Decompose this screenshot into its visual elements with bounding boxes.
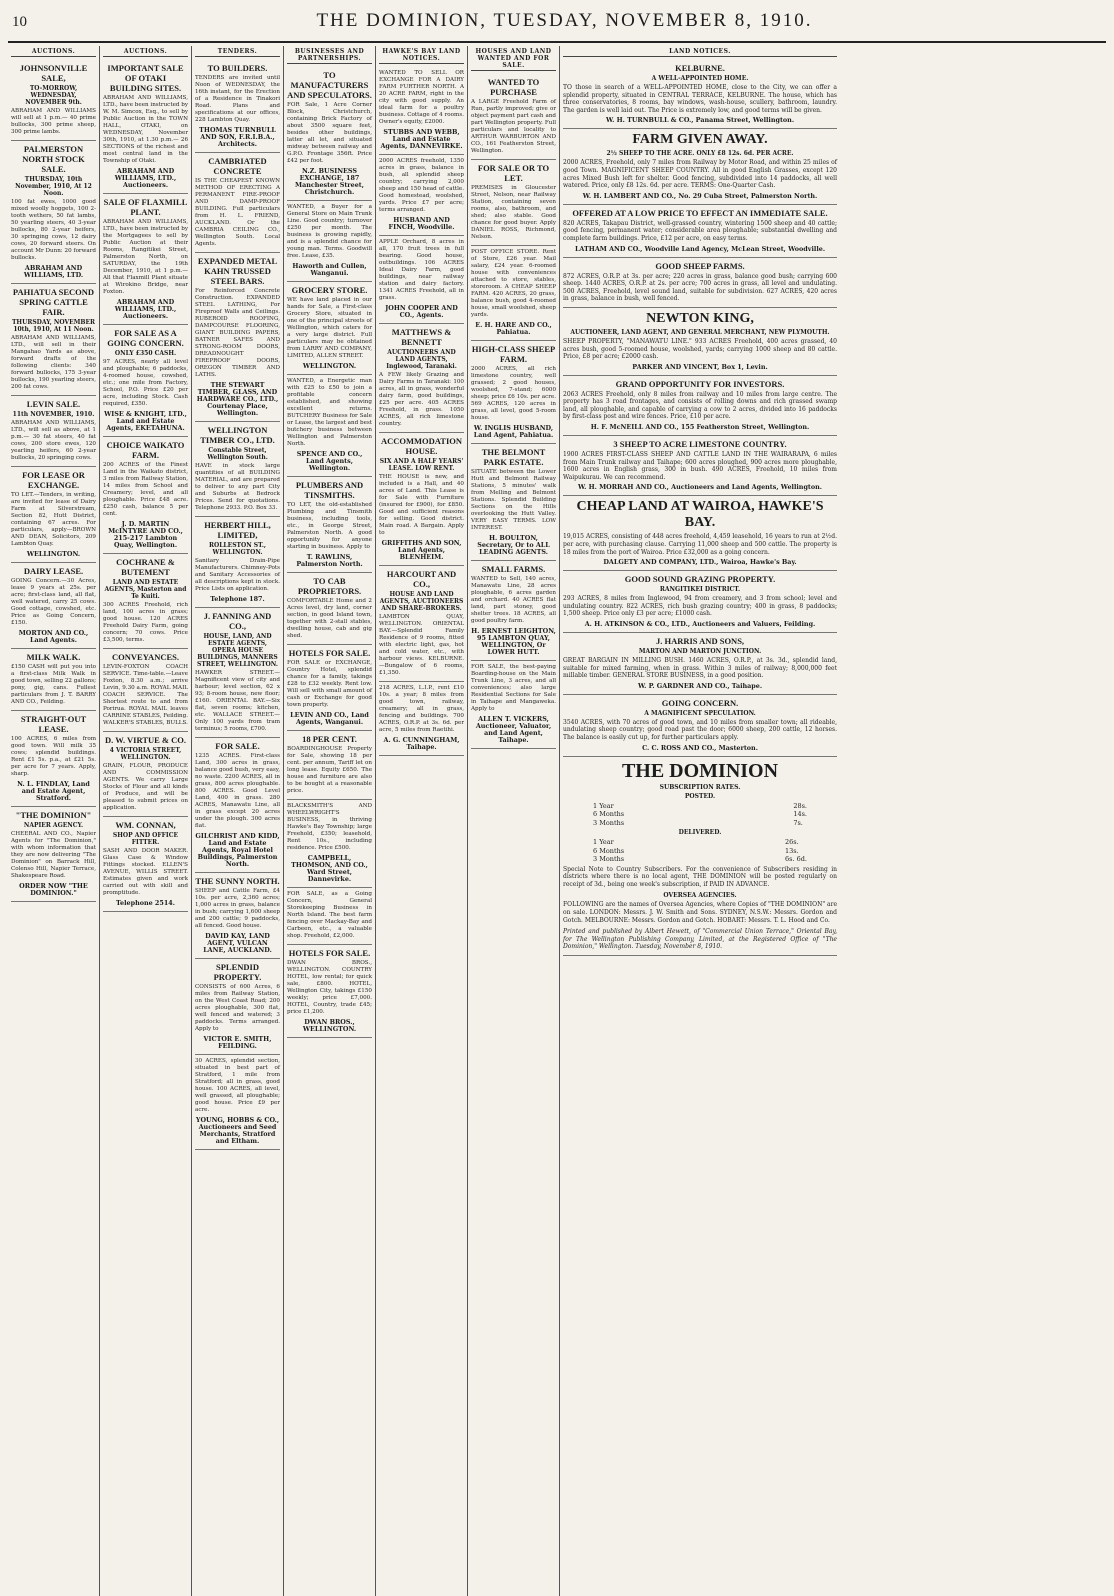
advertisement xyxy=(379,566,464,682)
ad-title: FOR SALE OR TO LET. xyxy=(477,163,550,183)
ad-agent: DALGETY AND COMPANY, LTD., Wairoa, Hawke's Bay. xyxy=(603,558,797,567)
ad-title: J. FANNING AND CO., xyxy=(203,611,272,631)
ad-subtitle: NAPIER AGENCY. xyxy=(23,822,84,829)
ad-title: GOING CONCERN. xyxy=(661,697,739,708)
advertisement xyxy=(11,396,96,467)
ad-agent: ABRAHAM AND WILLIAMS, LTD., Auctioneers. xyxy=(114,298,177,320)
ad-body: GRAIN, FLOUR, PRODUCE AND COMMISSION AGENTS. We carry Large Stocks of Flour and all kinds of Produce, and will be pleased to submit prices on application. xyxy=(103,763,188,811)
ad-body: GOING Concern.—30 Acres, lease 9 years at 25s. per acre; first-class land, all flat, well watered, carry 25 cows. Good cottage, cowshed, etc. Price as Going Concern, £150. xyxy=(11,578,96,626)
advertisement xyxy=(563,496,837,571)
ad-body: POST OFFICE STORE. Rent of Store, £26 year. Mail salary, £24 year. 6-roomed house with conveniences attached to store, stables, storeroom. A CHEAP SHEEP FARM. 420 ACRES, 20 grass, balance bush, good 4-roomed house, small woolshed, sheep yards. xyxy=(471,249,556,318)
ad-body: WANTED, a Buyer for a General Store on Main Trunk Line. Good country; turnover £250 per month. The business is growing rapidly, and is a splendid chance for young man. Terms. Goodwill free. Lease, £35. xyxy=(287,204,372,259)
ad-body: DWAN BROS., WELLINGTON. COUNTRY HOTEL, low rental; for quick sale, £800. HOTEL, Wellington City, takings £150 weekly; price £7,000. HOTEL, Country, trade £45; price £1,200. xyxy=(287,960,372,1015)
rate-period: 6 Months xyxy=(593,846,625,855)
advertisement xyxy=(287,888,372,945)
ad-subtitle: Constable Street, Wellington South. xyxy=(207,447,268,461)
ad-agent: W. H. MORRAH AND CO., Auctioneers and Land Agents, Wellington. xyxy=(577,483,823,492)
ad-body: BOARDINGHOUSE Property for Sale, showing 18 per cent. per annum, Tariff let on long lease. Equity £650. The house and furniture are also to be bought at a reasonable price. xyxy=(287,746,372,794)
ad-agent: Telephone 2514. xyxy=(116,899,175,907)
ad-body: 100 ACRES, 6 miles from good town. Will milk 35 cows; splendid buildings. Rent £1 5s. p.a., at £21 5s. per acre for 7 years. Apply, sharp. xyxy=(11,736,96,777)
advertisement xyxy=(11,711,96,807)
ad-title: WANTED TO PURCHASE xyxy=(487,77,540,97)
advertisement xyxy=(11,60,96,141)
ad-body: For Reinforced Concrete Construction. EXPANDED STEEL LATHING, For Fireproof Walls and Ceilings. RUBEROID ROOFING, DAMPCOURSE FLOORING, GIANT BUILDING PAPERS, BATNER SAFES AND STRONG-ROOM DOORS, DREADNOUGHT FIREPROOF DOORS, OREGON TIMBER AND LATHS. xyxy=(195,288,280,378)
column-1 xyxy=(8,46,100,1596)
ad-agent: WELLINGTON. xyxy=(302,362,357,370)
ad-title: OFFERED AT A LOW PRICE TO EFFECT AN IMMEDIATE SALE. xyxy=(572,207,828,218)
ad-body: 300 ACRES Freehold, rich land, 100 acres in grass; good house. 120 ACRES Freehold Dairy Farm, going concern; 70 cows. Price £3,500, terms. xyxy=(103,602,188,643)
ad-body: WANTED, a Energetic man with £25 to £50 to join a profitable concern established, and showing excellent returns. BUTCHERY Business for Sale or Lease, the largest and best butchery business between Wellington and Palmerston North. xyxy=(287,378,372,447)
ad-agent: N.Z. BUSINESS EXCHANGE, 187 Manchester Street, Christchurch. xyxy=(295,167,364,196)
rate-period: 3 Months xyxy=(593,855,625,864)
ad-subtitle: AUCTIONEER, LAND AGENT, AND GENERAL MERCHANT, NEW PLYMOUTH. xyxy=(570,328,830,336)
column-2 xyxy=(100,46,192,1596)
advertisement xyxy=(563,308,837,376)
ad-agent: W. P. GARDNER AND CO., Taihape. xyxy=(637,681,763,690)
ad-title: PALMERSTON NORTH STOCK SALE. xyxy=(22,144,85,174)
ad-body: APPLE Orchard, 8 acres in all, 170 fruit trees in full bearing. Good house, outbuildings. 106 ACRES Ideal Dairy Farm, good buildings, near railway station and dairy factory. 1341 ACRES Freehold, all in grass. xyxy=(379,239,464,301)
ad-body: WANTED TO SELL OR EXCHANGE FOR A DAIRY FARM FURTHER NORTH. A 20 ACRE FARM, right in the city with good supply. An ideal farm for a poultry business. Cottage of 4 rooms. Owner's equity, £2000. xyxy=(379,70,464,125)
rate-period: 6 Months xyxy=(593,810,625,819)
ad-body: Sanitary Drain-Pipe Manufacturers. Chimney-Pots and Sanitary Accessories of all descriptions kept in stock. Price Lists on application. xyxy=(195,558,280,592)
ad-body: ABRAHAM AND WILLIAMS, LTD., have been instructed by W. M. Simcox, Esq., to sell by Public Auction in the TOWN HALL, OTAKI, on WEDNESDAY, November 30th, 1910, at 1.30 p.m.— 26 SECTIONS of the richest and most central land in the Township of Otaki. xyxy=(103,95,188,164)
ad-agent: Haworth and Cullen, Wanganui. xyxy=(292,262,367,277)
advertisement xyxy=(379,67,464,155)
advertisement xyxy=(195,422,280,517)
ad-title: D. W. VIRTUE & CO. xyxy=(104,735,187,745)
ad-agent: W. INGLIS HUSBAND, Land Agent, Pahiatua. xyxy=(473,424,554,439)
ad-body: 100 fat ewes, 1000 good mixed woolly hoggets, 100 2-tooth wethers, 50 fat lambs, 50 yearling steers, 40 3-year bullocks, 80 2-year heifers, 30 springing cows, 12 dairy cows, 20 forward steers. On account Mr Dunn: 20 forward bullocks. xyxy=(11,199,96,261)
ad-title: JOHNSONVILLE SALE, xyxy=(19,63,88,83)
ad-agent: LEVIN AND CO., Land Agents, Wanganui. xyxy=(290,711,369,726)
ad-agent: H. BOULTON, Secretary, Or to ALL LEADING AGENTS. xyxy=(477,534,550,556)
ad-body: SITUATE between the Lower Hutt and Belmont Railway Stations, 5 minutes' walk from Melling and Belmont Stations. Splendid Building Sections on the Hills overlooking the Hutt Valley. VERY EASY TERMS. LOW INTEREST. xyxy=(471,469,556,531)
subscription-box xyxy=(563,757,837,956)
ad-subtitle: 4 VICTORIA STREET, WELLINGTON. xyxy=(109,747,182,761)
advertisement xyxy=(195,1055,280,1150)
ad-agent: H. F. McNEILL AND CO., 155 Featherston Street, Wellington. xyxy=(590,423,810,432)
page-title: THE DOMINION, TUESDAY, NOVEMBER 8, 1910. xyxy=(316,10,813,31)
ad-agent: THE STEWART TIMBER, GLASS, AND HARDWARE CO., LTD., Courtenay Place, Wellington. xyxy=(196,381,279,417)
ad-body: 293 ACRES, 8 miles from Inglewood, 94 from creamery, and 3 from school; level and undulating country. 822 ACRES, rich bush grazing country; 400 in grass, 8 paddocks; 1,500 sheep. Price only £3 per acre; £1000 cash. xyxy=(563,595,837,618)
ad-body: LEVIN-FOXTON COACH SERVICE. Time-table.—Leave Foxton, 8.30 a.m.; arrive Levin, 9.30 a.m. ROYAL MAIL COACH SERVICE. The Shortest route to and from Porirua. ROYAL MAIL leaves CARRINE STABLES, Feilding. WALKER'S STABLES, BULLS. xyxy=(103,664,188,726)
ad-body: ABRAHAM AND WILLIAMS will sell at 1 p.m.— 40 prime bullocks, 300 prime sheep, 300 prime lambs. xyxy=(11,108,96,135)
ad-title: HARCOURT AND CO., xyxy=(386,569,457,589)
ad-body: HAWKER STREET.—Magnificent view of city and harbour; level section, 62 x 93; 8-room house, new floor; £160. ORIENTAL BAY.—Six flat, seven rooms; kitchen, etc. WALLACE STREET.—Only 100 yards from tram terminus; 5 rooms, £700. xyxy=(195,670,280,732)
ad-title: LEVIN SALE. xyxy=(26,399,81,409)
ad-agent: CAMPBELL, THOMSON, AND CO., Ward Street, Dannevirke. xyxy=(291,854,368,883)
column-heading: HOUSES AND LAND WANTED AND FOR SALE. xyxy=(471,48,556,71)
ad-body: TO LET, the old-established Plumbing and Tinsmith business, including tools, etc., in George Street, Palmerston North. A good opportunity for anyone starting in business. Apply to xyxy=(287,502,372,550)
ad-title: WM. CONNAN, xyxy=(115,820,176,830)
posted-label: POSTED. xyxy=(684,792,716,800)
ad-agent: HUSBAND AND FINCH, Woodville. xyxy=(388,216,455,231)
advertisement xyxy=(103,194,188,325)
ad-title: THE SUNNY NORTH. xyxy=(195,876,280,886)
ad-title: KELBURNE. xyxy=(675,63,725,73)
ad-title: J. HARRIS AND SONS, xyxy=(655,636,745,646)
ad-subtitle: TO-MORROW, WEDNESDAY, NOVEMBER 9th. xyxy=(25,85,82,106)
ad-body: 2000 ACRES, all rich limestone country, well grassed; 2 good houses, woolshed, 7-stand; 6000 sheep; price £6 10s. per acre. 569 ACRES, 120 acres in grass, all level, good 5-room house. xyxy=(471,366,556,421)
ad-body: TENDERS are invited until Noon of WEDNESDAY, the 16th instant, for the Erection of a Residence in Tinakori Road. Plans and specifications at our offices, 228 Lambton Quay. xyxy=(195,75,280,123)
rate-price: 26s. xyxy=(785,838,799,847)
advertisement xyxy=(11,284,96,396)
advertisement xyxy=(563,436,837,496)
ad-body: TO LET.—Tenders, in writing, are invited for lease of Dairy Farm at Silverstream, Section 82, Hutt District, containing 67 acres. For particulars, apply—BROWN AND DEAN, Solicitors, 209 Lambton Quay. xyxy=(11,492,96,547)
ad-body: FOR SALE, as a Going Concern, General Storekeeping Business in North Island. The best farm fencing over Mackay-Bay and Carbeen, etc., a valuable shop. Freehold, £2,000. xyxy=(287,891,372,939)
advertisement xyxy=(11,563,96,649)
ad-title: SPLENDID PROPERTY. xyxy=(213,962,262,982)
ad-title: GOOD SHEEP FARMS. xyxy=(655,260,745,271)
ad-body: 3540 ACRES, with 70 acres of good town, and 10 miles from smaller town; all rideable, undulating sheep country; good road past the door; 6000 sheep, 200 cattle, 12 horses. The balance is easily cut up, for further particulars apply. xyxy=(563,718,837,741)
ad-title: STRAIGHT-OUT LEASE. xyxy=(20,714,87,734)
advertisement xyxy=(471,444,556,561)
advertisement xyxy=(11,467,96,563)
ad-subtitle: 11th NOVEMBER, 1910. xyxy=(12,411,95,418)
ad-body: THE HOUSE is new, and included is a Hall, and 40 acres of Land. This Lease is for Sale with Furniture (insured for £900), for £850. Good and sufficient reasons for selling. Good district. Main road. A Bargain. Apply to xyxy=(379,474,464,536)
ad-title: HOTELS FOR SALE. xyxy=(288,648,371,658)
advertisement xyxy=(287,573,372,645)
ad-subtitle: SHOP AND OFFICE FITTER. xyxy=(112,832,179,846)
ad-body: FOR SALE or EXCHANGE, Country Hotel, splendid chance for a family, takings £28 to £32 weekly. Rent low. Will sell with small amount of cash or Exchange for good town property. xyxy=(287,660,372,708)
ad-body: TO those in search of a WELL-APPOINTED HOME, close to the City, we can offer a splendid property, situated in CENTRAL TERRACE, KELBURNE. The house, which has three conservatories, 8 rooms, bay windows, wash-house, scullery, bathroom, laundry. The garden is well laid out. The Price is extremely low, and good terms will be given. xyxy=(563,84,837,114)
ad-agent: T. RAWLINS, Palmerston North. xyxy=(296,553,363,568)
subscription-title: THE DOMINION xyxy=(621,759,779,782)
rate-period: 1 Year xyxy=(593,801,614,810)
advertisement xyxy=(563,633,837,695)
ad-body: HAVE in stock large quantities of all BUILDING MATERIAL, and are prepared to deliver to any part City and Suburbs at Bedrock Prices. Send for quotations. Telephone 2933. P.O. Box 33. xyxy=(195,463,280,511)
ad-body: ABRAHAM AND WILLIAMS, LTD., will sell as above, at 1 p.m.— 30 fat steers, 40 fat cows, 200 store ewes, 120 yearling heifers, 60 2-year bullocks, 20 springing cows. xyxy=(11,420,96,461)
advertisement xyxy=(287,477,372,573)
ad-title: EXPANDED METAL KAHN TRUSSED STEEL BARS. xyxy=(197,256,278,286)
ad-title: SMALL FARMS. xyxy=(481,564,546,574)
ad-agent: WELLINGTON. xyxy=(26,550,81,558)
ad-body: A FEW likely Grazing and Dairy Farms in Taranaki: 100 acres, all in grass, wonderful dairy farm, good buildings, £25 per acre. 405 ACRES Freehold, in grass. 1050 ACRES, all rich limestone country. xyxy=(379,372,464,427)
ad-title: GRAND OPPORTUNITY FOR INVESTORS. xyxy=(615,378,785,389)
advertisement xyxy=(471,160,556,246)
ad-body: A LARGE Freehold Farm of Run, partly improved; give or object payment part cash and part Wellington property. Full particulars and locality to ARTHUR WARBURTON AND CO., 161 Featherston Street, Wellington. xyxy=(471,99,556,154)
advertisement xyxy=(379,324,464,433)
ad-agent: C. C. ROSS AND CO., Masterton. xyxy=(642,743,758,752)
ad-agent: W. H. TURNBULL & CO., Panama Street, Wellington. xyxy=(605,116,795,125)
ad-title: HOTELS FOR SALE. xyxy=(288,948,371,958)
ad-body: WANTED to Sell, 140 acres, Manawatu Line, 28 acres ploughable, 6 acres garden and orchard. 40 ACRES flat land, part stoney, good shelter trees. 18 ACRES, all good poultry farm. xyxy=(471,576,556,624)
ad-title: FOR LEASE OR EXCHANGE. xyxy=(22,470,85,490)
advertisement xyxy=(379,155,464,236)
advertisement xyxy=(103,649,188,732)
ad-agent: DAVID KAY, LAND AGENT, VULCAN LANE, AUCKLAND. xyxy=(203,932,272,954)
ad-subtitle: HOUSE, LAND, AND ESTATE AGENTS, OPERA HOUSE BUILDINGS, MANNERS STREET, WELLINGTON. xyxy=(197,633,278,668)
ad-agent: GRIFFITHS AND SON, Land Agents, BLENHEIM. xyxy=(381,539,462,561)
advertisement xyxy=(287,645,372,731)
ad-title: TO MANUFACTURERS AND SPECULATORS. xyxy=(287,70,372,100)
advertisement xyxy=(563,376,837,436)
ad-body: WE have land placed in our hands for Sale, a First-class Grocery Store, situated in one of the principal streets of Wellington, which caters for a very large district. Full particulars may be obtained from LARRY AND COMPANY, LIMITED, ALLEN STREET. xyxy=(287,297,372,359)
rate-price: 28s. xyxy=(793,801,807,810)
ad-title: CAMBRIATED CONCRETE xyxy=(208,156,267,176)
ad-subtitle: HOUSE AND LAND AGENTS, AUCTIONEERS AND SHARE-BROKERS. xyxy=(379,591,464,612)
column-heading: AUCTIONS. xyxy=(103,48,188,57)
ad-title: NEWTON KING, xyxy=(646,310,754,326)
column-6 xyxy=(468,46,560,1596)
ad-body: 218 ACRES, L.I.P., rent £10 10s. a year; 8 miles from good town, railway, creamery; all in grass, fencing and buildings. 700 ACRES, O.R.P. at 3s. 6d. per acre, 5 miles from Raetihi. xyxy=(379,685,464,733)
advertisement xyxy=(563,695,837,757)
ad-agent: A. G. CUNNINGHAM, Taihape. xyxy=(383,736,460,751)
ad-title: FOR SALE. xyxy=(215,741,260,751)
ad-body: 1235 ACRES. First-class Land, 300 acres in grass, balance good bush, very easy, no waste. 2200 ACRES, all in grass, 800 acres ploughable. 800 ACRES. Good Level Land, 400 in grass. 280 ACRES, Manawatu Line, all in grass except 20 acres under the plough. 300 acres flat. xyxy=(195,753,280,829)
ad-agent: SPENCE AND CO., Land Agents, Wellington. xyxy=(296,450,363,472)
advertisement xyxy=(195,608,280,738)
advertisement xyxy=(379,236,464,324)
ad-body: COMFORTABLE Home and 2 Acres level, dry land, corner section, in good Island town, together with 2-stall stables, dwelling house, cab and gig shed. xyxy=(287,598,372,639)
advertisement xyxy=(471,661,556,749)
ad-agent: N. L. FINDLAY, Land and Estate Agent, Stratford. xyxy=(17,780,90,802)
delivered-label: DELIVERED. xyxy=(678,829,722,837)
advertisement xyxy=(11,649,96,711)
ad-body: 1900 ACRES FIRST-CLASS SHEEP AND CATTLE LAND IN THE WAIRARAPA, 6 miles from Main Trunk railway and Taihape; 600 acres ploughed, 900 acres more ploughable, 1600 acres in English grass, 300 in bush. 490 ACRES, Freehold, 10 miles from Waipukurau. We can recommend. xyxy=(563,451,837,481)
ad-body: 2000 ACRES freehold, 1350 acres in grass, balance in bush, all splendid sheep country; carrying 2,000 sheep and 150 head of cattle. Good homestead, woolshed, yards. Price £7 per acre; terms arranged. xyxy=(379,158,464,213)
ad-body: £150 CASH will put you into a first-class Milk Walk in good town, selling 22 gallons; pony, gig, cans. Fullest particulars from J. T. BARRY AND CO., Feilding. xyxy=(11,664,96,705)
advertisement xyxy=(563,205,837,258)
ad-body: CONSISTS of 600 Acres, 6 miles from Railway Station, on the West Coast Road; 200 acres ploughable, 300 flat, well fenced and watered; 3 paddocks. Terms arranged. Apply to xyxy=(195,984,280,1032)
ad-subtitle: THURSDAY, NOVEMBER 10th, 1910, At 11 Noon. xyxy=(11,319,96,333)
column-heading: TENDERS. xyxy=(195,48,280,57)
ad-subtitle: THURSDAY, 10th November, 1910, At 12 Noon. xyxy=(15,176,92,197)
ad-body: 97 ACRES, nearly all level and ploughable; 6 paddocks, 4-roomed house, cowshed, etc.; one mile from Factory, School, P.O. Price £20 per acre, including Stock. Cash required, £350. xyxy=(103,359,188,407)
overseas-agencies: FOLLOWING are the names of Oversea Agencies, where Copies of "THE DOMINION" are on sale. LONDON: Messrs. J. W. Smith and Sons. SYDNEY, N.S.W.: Messrs. Gordon and Gotch. MELBOURNE: Messrs. Gordon and Gotch. HOBART: Messrs. T. L. Hood and Co. xyxy=(563,901,837,924)
ad-body: BLACKSMITH'S AND WHEELWRIGHT'S BUSINESS, in thriving Hawke's Bay Township; large Freehold, £350; leasehold, Rent 10s., including residence. Price £500. xyxy=(287,803,372,851)
ad-body: CHEERAL AND CO., Napier Agents for "The Dominion," with whom information that they are now delivering "The Dominion" on Barrack Hill, Colenso Hill, Napier Terrace, Shakespeare Road. xyxy=(11,831,96,879)
ad-title: ACCOMMODATION HOUSE. xyxy=(380,436,463,456)
ad-body: LAMBTON QUAY, WELLINGTON. ORIENTAL BAY.—Splendid Family Residence of 9 rooms, fitted with electric light, gas, hot and cold water, etc., with harbour views. KELBURNE.—Bungalow of 6 rooms, £1,350. xyxy=(379,614,464,676)
ad-agent: LATHAM AND CO., Woodville Land Agency, McLean Street, Woodville. xyxy=(574,244,826,253)
column-heading: AUCTIONS. xyxy=(11,48,96,57)
advertisement xyxy=(287,67,372,201)
ad-subtitle: SIX AND A HALF YEARS' LEASE. LOW RENT. xyxy=(379,458,464,472)
advertisement xyxy=(563,258,837,308)
page-number: 10 xyxy=(12,14,27,30)
ad-title: PLUMBERS AND TINSMITHS. xyxy=(295,480,364,500)
rate-price: 6s. 6d. xyxy=(785,855,807,864)
column-heading: HAWKE'S BAY LAND NOTICES. xyxy=(379,48,464,64)
ad-subtitle: LAND AND ESTATE AGENTS, Masterton and Te Kuiti. xyxy=(104,579,187,600)
ad-agent: JOHN COOPER AND CO., Agents. xyxy=(385,304,458,319)
ad-agent: A. H. ATKINSON & CO., LTD., Auctioneers and Valuers, Feilding. xyxy=(584,620,816,628)
ad-agent: PARKER AND VINCENT, Box 1, Levin. xyxy=(632,362,768,371)
ad-title: "THE DOMINION" xyxy=(15,810,92,820)
advertisement xyxy=(103,817,188,912)
ad-title: MILK WALK. xyxy=(26,652,81,662)
rate-price: 7s. xyxy=(793,818,803,827)
rate-period: 3 Months xyxy=(593,818,625,827)
advertisement xyxy=(195,873,280,959)
ad-body: 2063 ACRES Freehold, only 8 miles from railway and 10 miles from large centre. The property has 3 road frontages, and consists of rolling downs and rich grassed swamp land, all ploughable, and capable of carrying a cow to 2 acres, divided into 16 paddocks by first-class post and wire fences. Price, £10 per acre. xyxy=(563,390,837,421)
delivered-rates xyxy=(593,838,807,864)
ad-title: TO CAB PROPRIETORS. xyxy=(297,576,362,596)
ad-agent: VICTOR E. SMITH, FEILDING. xyxy=(203,1035,272,1050)
ad-body: FOR SALE, the best-paying Boarding-house on the Main Trunk Line, 3 acres, and all conveniences; also large Residential Sections for Sale in Taihape and Mangaweka. Apply to xyxy=(471,664,556,712)
ad-title: 18 PER CENT. xyxy=(302,734,357,744)
ad-title: WELLINGTON TIMBER CO., LTD. xyxy=(200,425,275,445)
ad-body: 200 ACRES of the Finest Land in the Waikato district, 3 miles from Railway Station, 14 miles from School and Creamery; level, and all ploughable. Price £48 acre. £250 cash, balance 5 per cent. xyxy=(103,462,188,517)
ad-subtitle: ROLLESTON ST., WELLINGTON. xyxy=(208,542,267,556)
ad-body: 30 ACRES, splendid section, situated in best part of Stratford, 1 mile from Stratford; all in grass, good house. 100 ACRES, all level, well grassed, all ploughable; good house. Price £9 per acre. xyxy=(195,1058,280,1113)
ad-title: THE BELMONT PARK ESTATE. xyxy=(481,447,546,467)
rate-price: 13s. xyxy=(785,846,799,855)
ad-agent: E. H. HARE AND CO., Pahiatua. xyxy=(475,321,552,336)
advertisement xyxy=(287,800,372,888)
posted-rates xyxy=(593,802,807,828)
advertisement xyxy=(195,60,280,153)
advertisement xyxy=(287,731,372,800)
ad-title: FOR SALE AS A GOING CONCERN. xyxy=(107,328,184,348)
ad-subtitle: A MAGNIFICENT SPECULATION. xyxy=(644,709,756,717)
ad-title: DAIRY LEASE. xyxy=(23,566,84,576)
ad-agent: J. D. MARTIN McINTYRE AND CO., 215-217 Lambton Quay, Wellington. xyxy=(108,520,183,549)
advertisement xyxy=(471,561,556,661)
ad-subtitle: AUCTIONEERS AND LAND AGENTS, Inglewood, Taranaki. xyxy=(386,349,457,370)
ad-body: SASH AND DOOR MAKER. Glass Case & Window Fittings stocked. ELLEN'S AVENUE, WILLIS STREET. Estimates given and work carried out with skill and promptitude. xyxy=(103,848,188,896)
columns xyxy=(8,46,1106,1596)
ad-title: CHOICE WAIKATO FARM. xyxy=(106,440,185,460)
ad-body: 872 ACRES, O.R.P. at 3s. per acre; 220 acres in grass, balance good bush; carrying 600 sheep. 1440 ACRES, O.R.P. at 2s. per acre; 700 acres in grass, all level and undulating. 500 ACRES, Freehold, level sound land, suitable for subdivision. 627 ACRES, 420 acres in grass, balance in bush, well fenced. xyxy=(563,272,837,303)
ad-agent: STUBBS AND WEBB, Land and Estate Agents, DANNEVIRKE. xyxy=(380,128,463,150)
advertisement xyxy=(287,282,372,375)
ad-body: ABRAHAM AND WILLIAMS, LTD., will sell in their Mangahao Yards as above, forward drafts of the following clients: 340 forward bullocks, 175 3-year bullocks, 190 yearling steers, 200 fat cows. xyxy=(11,335,96,390)
ad-title: IMPORTANT SALE OF OTAKI BUILDING SITES. xyxy=(107,63,184,93)
advertisement xyxy=(379,433,464,566)
column-heading: LAND NOTICES. xyxy=(563,48,837,57)
ad-title: SALE OF FLAXMILL PLANT. xyxy=(103,197,188,217)
ad-title: PAHIATUA SECOND SPRING CATTLE FAIR. xyxy=(12,287,95,317)
advertisement xyxy=(471,246,556,341)
land-notices-ads xyxy=(563,60,837,757)
subscription-subtitle: SUBSCRIPTION RATES. xyxy=(659,783,741,791)
ad-subtitle: RANGITIKEI DISTRICT. xyxy=(659,586,741,594)
advertisement xyxy=(195,253,280,422)
advertisement xyxy=(563,60,837,129)
ad-title: CONVEYANCES. xyxy=(112,652,179,662)
ad-body: 2000 ACRES, Freehold, only 7 miles from Railway by Motor Road, and within 25 miles of good Town. MAGNIFICENT SHEEP COUNTRY. All in good English Grasses, except 120 acres Mixed Bush left for shelter. Good fencing, subdivided into 14 paddocks, all well watered. Price, only £8 12s. 6d. per acre. TERMS: One-Quarter Cash. xyxy=(563,159,837,190)
masthead xyxy=(8,6,1106,43)
rate-price: 14s. xyxy=(793,810,807,819)
ad-title: HIGH-CLASS SHEEP FARM. xyxy=(471,344,556,364)
advertisement xyxy=(11,141,96,284)
ad-title: GOOD SOUND GRAZING PROPERTY. xyxy=(624,574,776,585)
ad-agent: WISE & KNIGHT, LTD., Land and Estate Agents, EKETAHUNA. xyxy=(104,410,187,432)
advertisement xyxy=(287,375,372,477)
overseas-title: OVERSEA AGENCIES. xyxy=(663,892,737,900)
ad-title: FARM GIVEN AWAY. xyxy=(632,132,768,148)
ad-agent: Telephone 187. xyxy=(210,595,265,603)
ad-body: PREMISES in Gloucester Street, Nelson, near Railway Station, containing seven rooms, also, bathroom, and shed; also stable. Good chance for good buyer. Apply DANIEL ROSS, Richmond, Nelson. xyxy=(471,185,556,240)
ad-agent: ABRAHAM AND WILLIAMS, LTD. xyxy=(23,264,84,279)
column-land-notices xyxy=(560,46,840,1596)
ad-title: TO BUILDERS. xyxy=(207,63,268,73)
advertisement xyxy=(103,325,188,437)
ad-agent: DWAN BROS., WELLINGTON. xyxy=(302,1018,357,1033)
advertisement xyxy=(379,682,464,756)
ad-agent: MORTON AND CO., Land Agents. xyxy=(18,629,89,644)
imprint: Printed and published by Albert Hewett, of "Commercial Union Terrace," Oriental Bay, for The Wellington Publishing Company, Limited, at the Registered Office of "The Dominion," Wellington. Tuesday, November 8, 1910. xyxy=(563,928,837,951)
advertisement xyxy=(103,732,188,817)
advertisement xyxy=(11,807,96,902)
ad-subtitle: ONLY £350 CASH. xyxy=(114,350,177,357)
ad-title: HERBERT HILL, LIMITED, xyxy=(204,520,271,540)
ad-body: ABRAHAM AND WILLIAMS, LTD., have been instructed by the Mortgagees to sell by Public Auction at their Rooms, Rangitikei Street, Palmerston North, on SATURDAY, the 19th December, 1910, at 1 p.m.— All that Flaxmill Plant situate at Wirokino Bridge, near Foxton. xyxy=(103,219,188,295)
ad-title: CHEAP LAND AT WAIROA, HAWKE'S BAY. xyxy=(576,499,824,531)
ad-agent: W. H. LAMBERT AND CO., No. 29 Cuba Street, Palmerston North. xyxy=(582,191,818,200)
advertisement xyxy=(103,60,188,194)
ad-body: IS THE CHEAPEST KNOWN METHOD OF ERECTING A PERMANENT FIRE-PROOF AND DAMP-PROOF BUILDING. Full particulars from H. L. FRIEND, AUCKLAND. Or the CAMBRIA CEILING CO., Wellington South. Local Agents. xyxy=(195,178,280,247)
ad-agent: ORDER NOW "THE DOMINION." xyxy=(19,882,88,897)
column-heading: BUSINESSES AND PARTNERSHIPS. xyxy=(287,48,372,64)
ad-subtitle: MARTON AND MARTON JUNCTION. xyxy=(638,648,762,655)
ad-title: GROCERY STORE. xyxy=(291,285,368,295)
advertisement xyxy=(287,201,372,282)
ad-body: FOR Sale, 1 Acre Corner Block, Christchurch, containing Brick Factory of about 3500 square feet, besides other buildings, latter all let, and situated midway between railway and G.P.O. Frontage 356ft. Price £42 per foot. xyxy=(287,102,372,164)
ad-agent: H. ERNEST LEIGHTON, 95 LAMBTON QUAY, WELLINGTON, Or LOWER HUTT. xyxy=(471,627,556,656)
advertisement xyxy=(287,945,372,1038)
advertisement xyxy=(195,959,280,1055)
advertisement xyxy=(103,437,188,554)
ad-title: MATTHEWS & BENNETT xyxy=(391,327,452,347)
advertisement xyxy=(563,571,837,633)
column-3 xyxy=(192,46,284,1596)
ad-subtitle: 2½ SHEEP TO THE ACRE. ONLY £8 12s. 6d. PER ACRE. xyxy=(606,150,794,158)
ad-body: 19,015 ACRES, consisting of 448 acres freehold, 4,459 leasehold, 16 years to run at 2½d. per acre, with purchasing clause. Carrying 11,000 sheep and 500 cattle. The property is 18 miles from the port of Wairoa. Price £32,000 as a going concern. xyxy=(563,533,837,556)
ad-body: SHEEP and Cattle Farm, £4 10s. per acre, 2,360 acres; 1,000 acres in grass, balance in bush; carrying 1,600 sheep and 200 cattle; 9 paddocks, all fenced. Good house. xyxy=(195,888,280,929)
column-4 xyxy=(284,46,376,1596)
ad-title: 3 SHEEP TO ACRE LIMESTONE COUNTRY. xyxy=(613,439,787,450)
rate-period: 1 Year xyxy=(593,838,614,847)
subscription-notice: Special Note to Country Subscribers. For the convenience of Subscribers residing in districts where there is no local agent, THE DOMINION will be posted regularly on receipt of 3d., being one week's subscription, if PAID IN ADVANCE. xyxy=(563,865,837,888)
ad-agent: GILCHRIST AND KIDD, Land and Estate Agents, Royal Hotel Buildings, Palmerston North. xyxy=(195,832,280,868)
advertisement xyxy=(563,129,837,204)
advertisement xyxy=(195,738,280,873)
advertisement xyxy=(103,554,188,649)
column-5 xyxy=(376,46,468,1596)
ad-body: GREAT BARGAIN IN MILLING BUSH. 1460 ACRES, O.R.P., at 3s. 3d., splendid land, suitable for mixed farming, when in grass. Within 3 miles of railway; 8,000,000 feet millable timber. GENERAL STORE BUSINESS, in a good position. xyxy=(563,657,837,680)
advertisement xyxy=(471,74,556,160)
ad-subtitle: A WELL-APPOINTED HOME. xyxy=(651,75,749,82)
ad-body: 820 ACRES, Takapau District, well-grassed country, wintering 1500 sheep and 40 cattle; good fencing, permanent water; considerable area ploughable; substantial dwelling and complete farm buildings. Price, £12 per acre, on easy terms. xyxy=(563,219,837,242)
ad-agent: ABRAHAM AND WILLIAMS, LTD., Auctioneers. xyxy=(114,167,177,189)
advertisement xyxy=(471,341,556,444)
ad-title: COCHRANE & BUTEMENT xyxy=(116,557,175,577)
ad-agent: YOUNG, HOBBS & CO., Auctioneers and Seed Merchants, Stratford and Eltham. xyxy=(195,1116,280,1145)
advertisement xyxy=(195,517,280,608)
ad-agent: ALLEN T. VICKERS, Auctioneer, Valuator, and Land Agent, Taihape. xyxy=(475,715,552,744)
ad-agent: THOMAS TURNBULL AND SON, F.R.I.B.A., Architects. xyxy=(199,126,276,148)
ad-body: SHEEP PROPERTY, "MANAWATU LINE." 933 ACRES Freehold, 400 acres grassed, 40 acres bush, good 5-roomed house, woolshed, yards; carrying 1000 sheep and 80 cattle. Price, £8 per acre; £2000 cash. xyxy=(563,337,837,361)
advertisement xyxy=(195,153,280,253)
